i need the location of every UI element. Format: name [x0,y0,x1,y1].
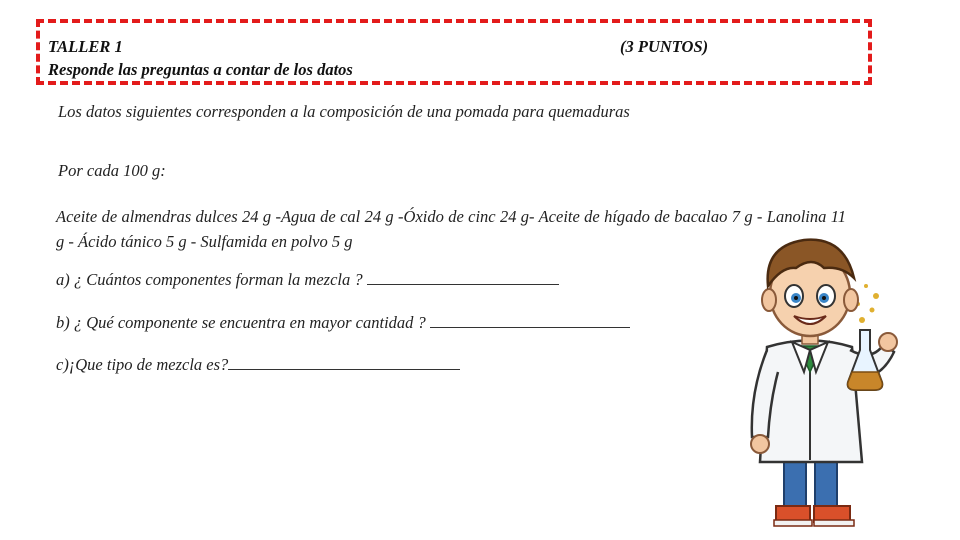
worksheet-title: TALLER 1 [48,37,123,56]
ingredients-text: Aceite de almendras dulces 24 g -Agua de cal 24 g -Óxido de cinc 24 g- Aceite de hígado de bacalao 7 g - Lanolina 11 g - Ácido tánico 5 g - Sulfamida en polvo 5 g [56,207,846,251]
answer-blank-c[interactable] [228,355,460,370]
question-a [56,270,559,290]
answer-blank-b[interactable] [430,313,630,328]
per-amount-text: Por cada 100 g: [58,161,166,180]
intro-text: Los datos siguientes corresponden a la composición de una pomada para quemaduras [58,102,630,121]
question-c-text: c)¡Que tipo de mezcla es? [56,355,229,374]
question-b [56,313,630,333]
question-c [56,355,460,375]
question-b-text: b) ¿ Qué componente se encuentra en mayor cantidad ? [56,313,430,332]
worksheet-instruction: Responde las preguntas a contar de los datos [48,60,353,79]
question-a-text: a) ¿ Cuántos componentes forman la mezcla ? [56,270,367,289]
answer-blank-a[interactable] [367,270,559,285]
scientist-boy-illustration [712,222,912,540]
points-label: (3 PUNTOS) [620,37,709,56]
